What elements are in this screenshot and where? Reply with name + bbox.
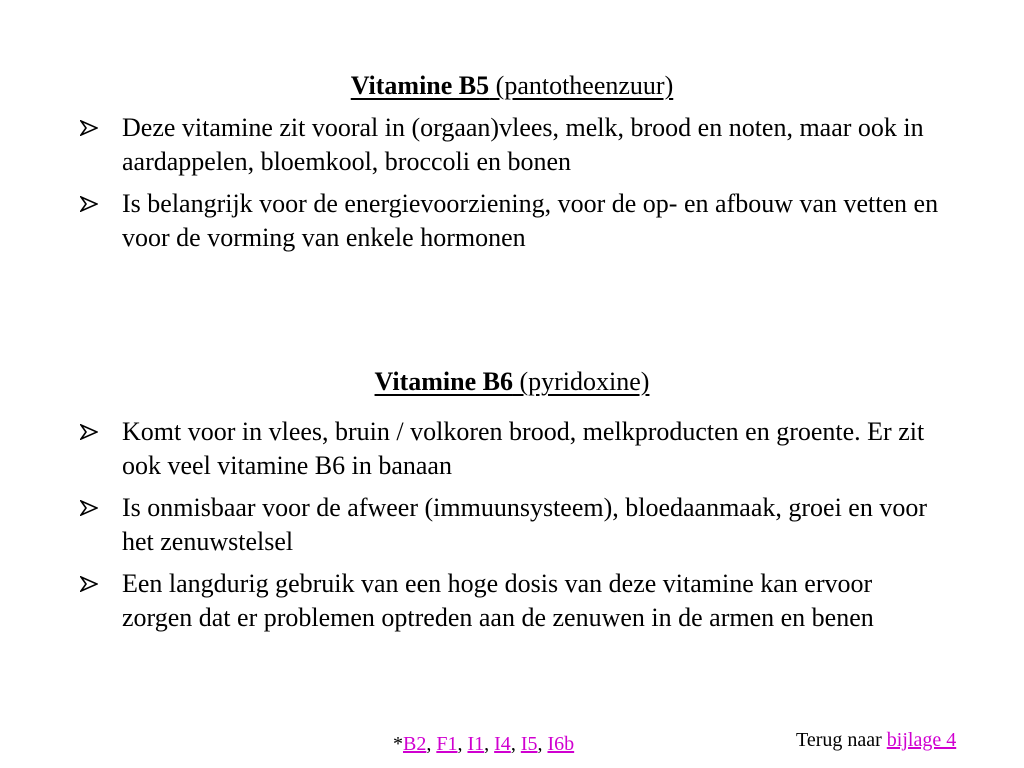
heading-b5-rest: (pantotheenzuur)	[489, 71, 674, 100]
bullet-text: Is belangrijk voor de energievoorziening, voor de op- en afbouw van vetten en voor de vorming van enkele hormonen	[122, 189, 939, 252]
back-text: Terug naar	[796, 729, 887, 751]
link-separator: ,	[457, 733, 468, 755]
arrowhead-bullet-icon	[80, 500, 98, 516]
heading-vitamine-b5	[0, 70, 1024, 102]
bullet-text: Deze vitamine zit vooral in (orgaan)vlees, melk, brood en noten, maar ook in aardappelen, bloemkool, broccoli en bonen	[122, 113, 924, 176]
footer-reference-links	[393, 731, 574, 757]
link-b2[interactable]: B2	[403, 733, 427, 755]
link-i4[interactable]: I4	[494, 733, 511, 755]
link-i6b[interactable]: I6b	[547, 733, 575, 755]
bullet-text: Is onmisbaar voor de afweer (immuunsysteem), bloedaanmaak, groei en voor het zenuwstelsel	[122, 493, 928, 556]
link-separator: ,	[484, 733, 495, 755]
link-i5[interactable]: I5	[520, 733, 538, 755]
link-separator: ,	[510, 733, 521, 755]
arrowhead-bullet-icon	[80, 576, 98, 592]
bullet-list-b6	[0, 415, 1024, 635]
bullet-item	[0, 491, 1024, 559]
heading-b5-bold: Vitamine B5	[350, 71, 490, 100]
footer-prefix: *	[393, 733, 403, 755]
bullet-text: Komt voor in vlees, bruin / volkoren brood, melkproducten en groente. Er zit ook veel vitamine B6 in banaan	[122, 417, 925, 480]
arrowhead-bullet-icon	[80, 120, 98, 136]
heading-b6-bold: Vitamine B6	[374, 367, 513, 396]
bullet-item	[0, 567, 1024, 635]
back-navigation	[796, 727, 956, 753]
arrowhead-bullet-icon	[80, 424, 98, 440]
section-vitamine-b5	[0, 70, 1024, 263]
link-separator: ,	[426, 733, 437, 755]
link-f1[interactable]: F1	[436, 733, 458, 755]
heading-b6-rest: (pyridoxine)	[512, 367, 650, 396]
bullet-item	[0, 111, 1024, 179]
heading-vitamine-b6	[0, 366, 1024, 398]
bullet-item	[0, 415, 1024, 483]
bullet-list-b5	[0, 111, 1024, 255]
section-vitamine-b6	[0, 366, 1024, 643]
link-separator: ,	[537, 733, 548, 755]
link-i1[interactable]: I1	[467, 733, 485, 755]
bullet-item	[0, 187, 1024, 255]
arrowhead-bullet-icon	[80, 196, 98, 212]
link-bijlage-4[interactable]: bijlage 4	[886, 729, 957, 751]
bullet-text: Een langdurig gebruik van een hoge dosis van deze vitamine kan ervoor zorgen dat er problemen optreden aan de zenuwen in de armen en benen	[122, 569, 874, 632]
